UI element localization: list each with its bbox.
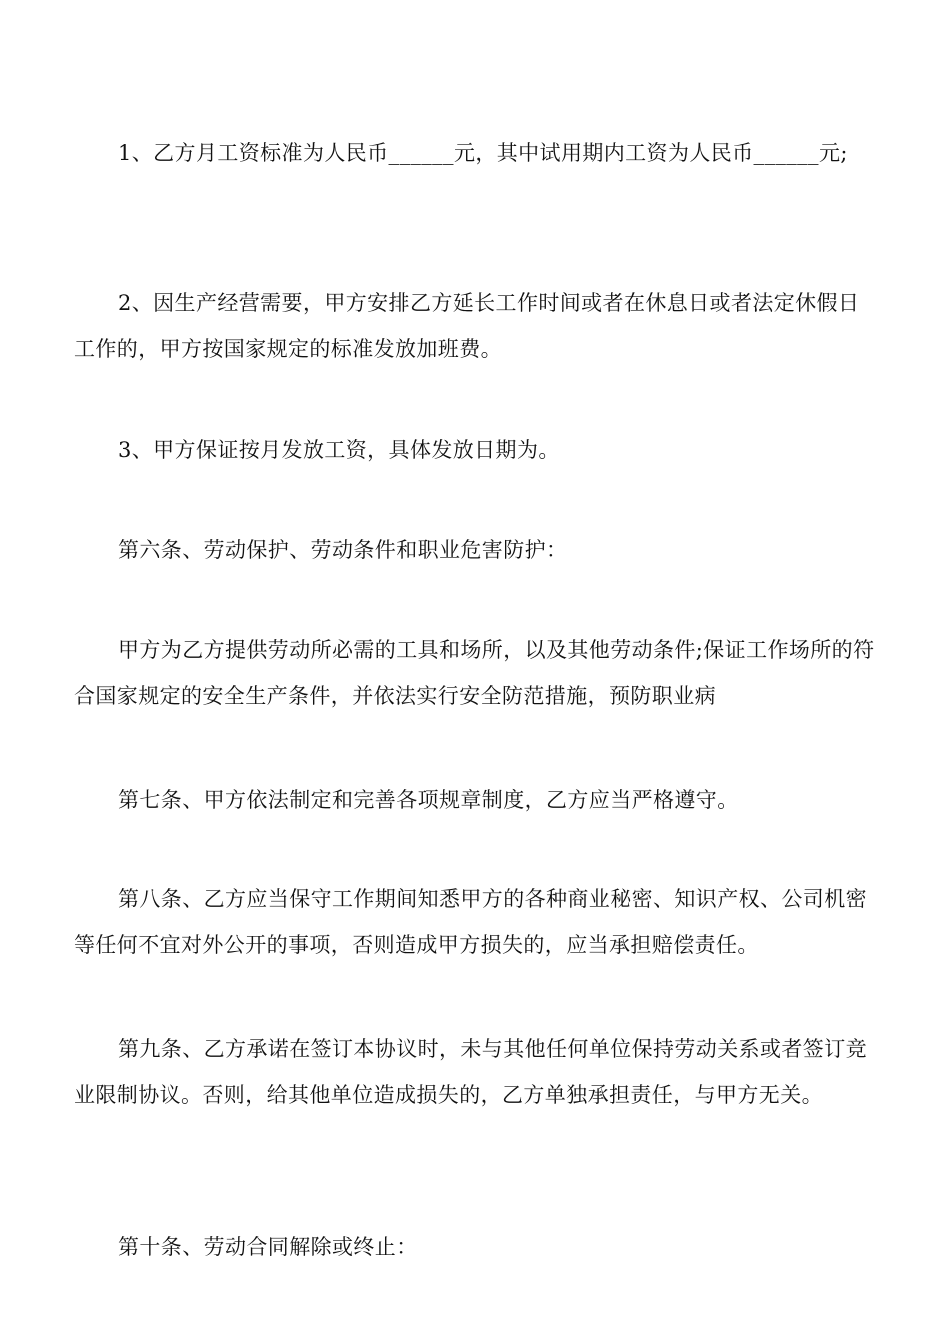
paragraph-overtime-pay: 2、因生产经营需要，甲方安排乙方延长工作时间或者在休息日或者法定休假日工作的，甲方按国家规定的标准发放加班费。 (74, 291, 860, 361)
paragraph-article-7: 第七条、甲方依法制定和完善各项规章制度，乙方应当严格遵守。 (118, 788, 739, 812)
paragraph-labor-protection: 甲方为乙方提供劳动所必需的工具和场所，以及其他劳动条件;保证工作场所的符合国家规定的安全生产条件，并依法实行安全防范措施，预防职业病 (74, 638, 875, 708)
heading-article-10: 第十条、劳动合同解除或终止： (118, 1235, 418, 1259)
paragraph-article-9: 第九条、乙方承诺在签订本协议时，未与其他任何单位保持劳动关系或者签订竞业限制协议。否则，给其他单位造成损失的，乙方单独承担责任，与甲方无关。 (74, 1037, 867, 1107)
paragraph-salary-standard: 1、乙方月工资标准为人民币______元，其中试用期内工资为人民币______元; (118, 141, 848, 165)
paragraph-payment-date: 3、甲方保证按月发放工资，具体发放日期为。 (118, 438, 560, 462)
heading-article-6: 第六条、劳动保护、劳动条件和职业危害防护： (118, 538, 568, 562)
paragraph-article-8: 第八条、乙方应当保守工作期间知悉甲方的各种商业秘密、知识产权、公司机密等任何不宜对外公开的事项，否则造成甲方损失的，应当承担赔偿责任。 (74, 887, 867, 957)
